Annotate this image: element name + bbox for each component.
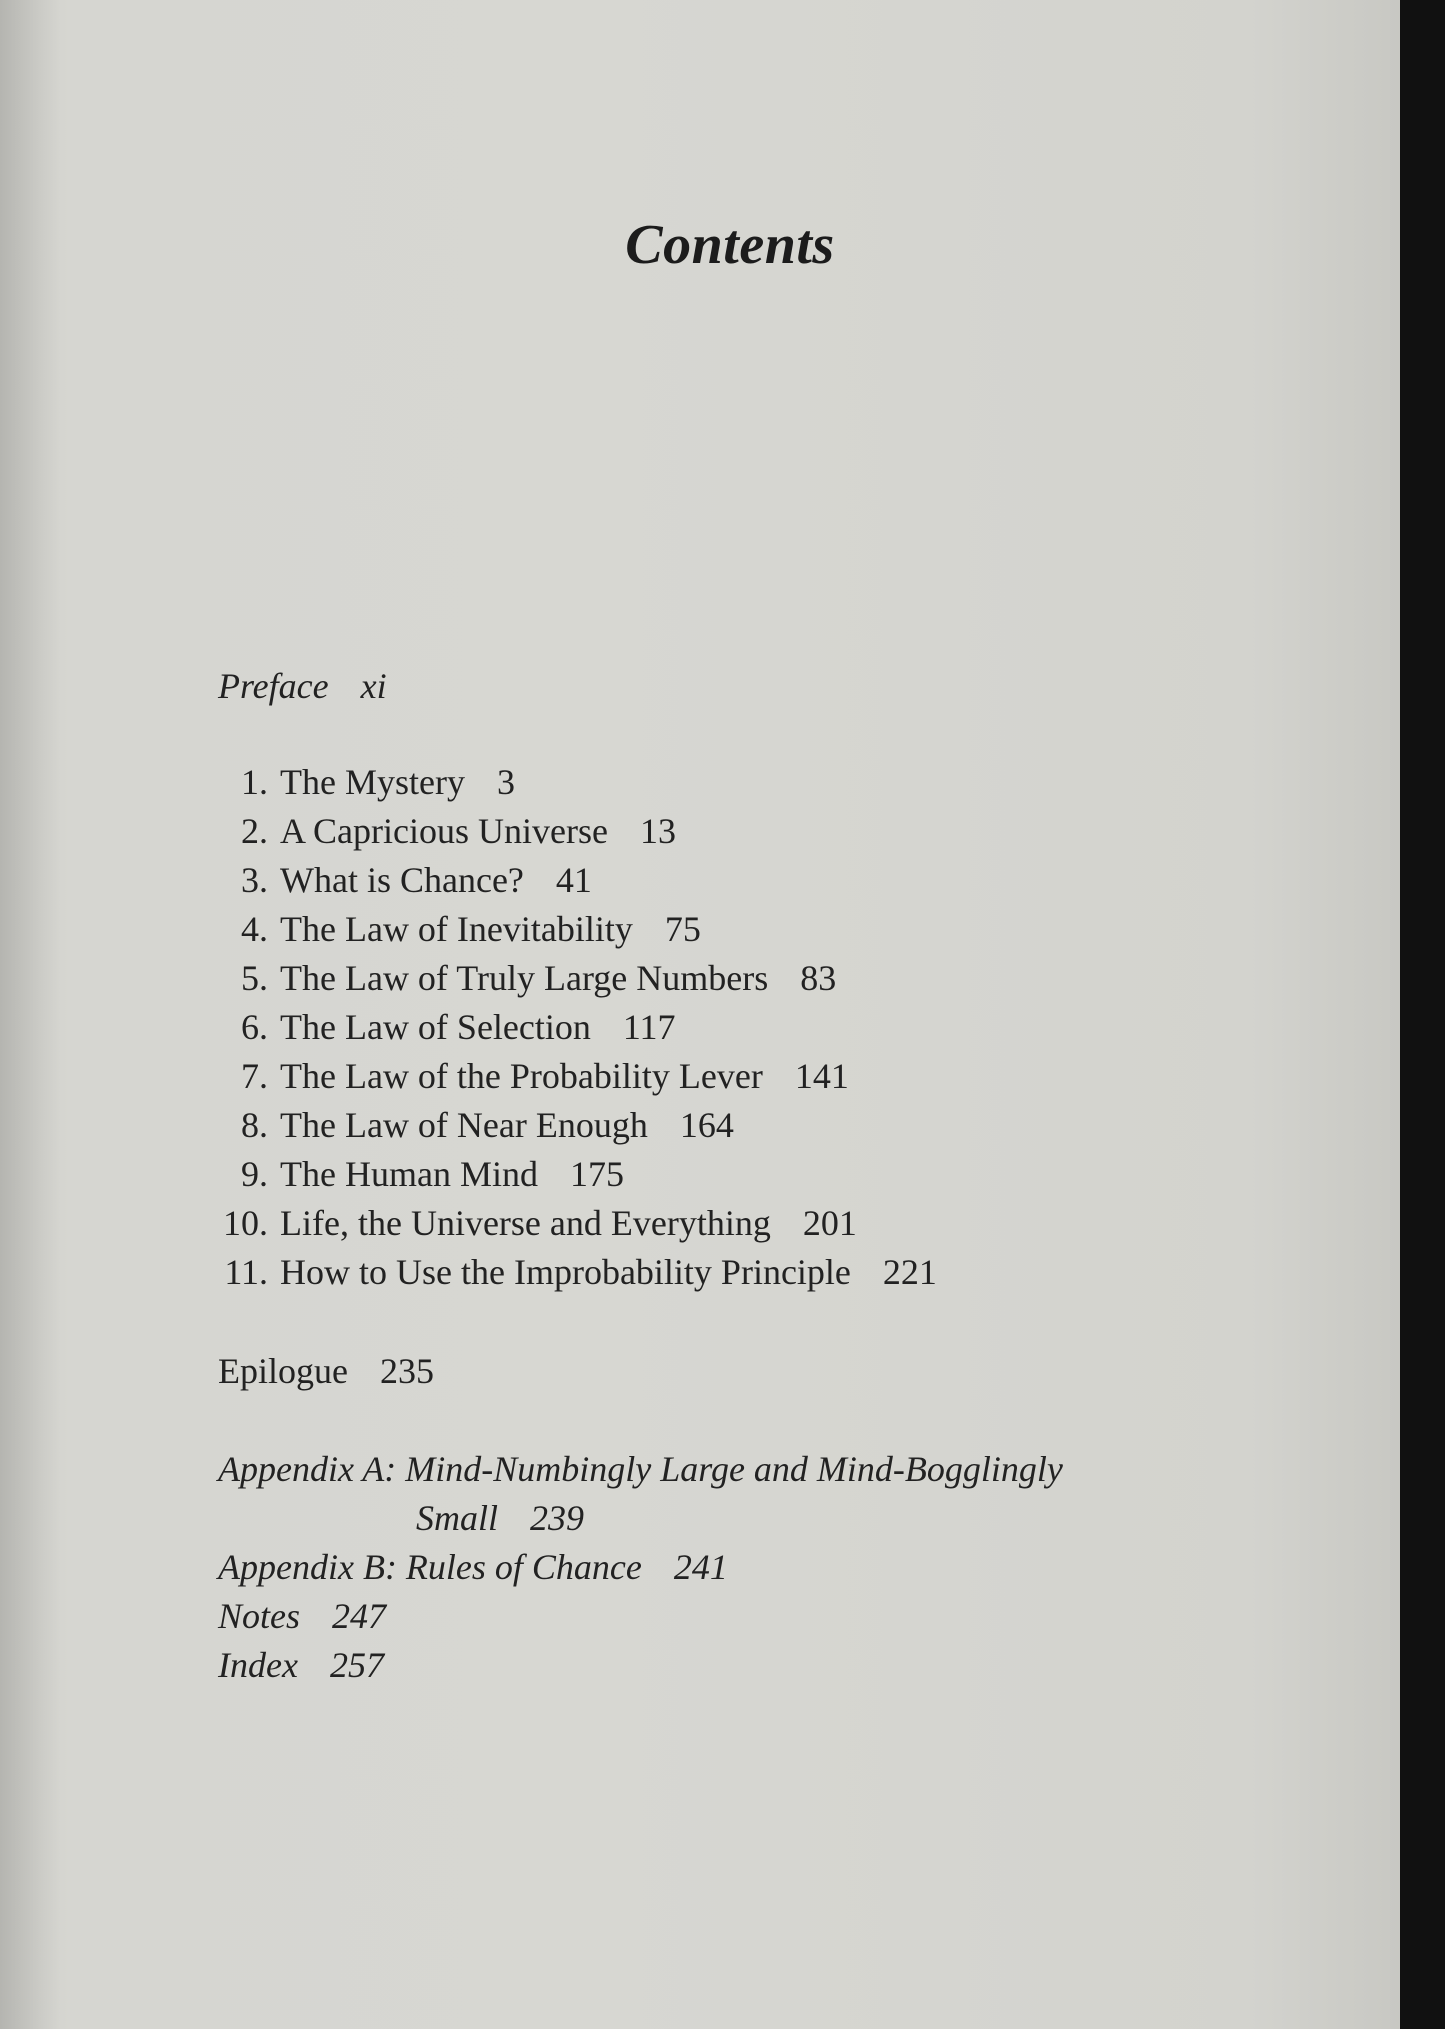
toc-chapter-9 xyxy=(200,1150,624,1198)
chapter-number: 8. xyxy=(241,1105,268,1145)
chapter-page: 75 xyxy=(664,909,701,949)
chapter-title: The Human Mind xyxy=(280,1154,538,1194)
toc-chapter-3 xyxy=(200,856,592,904)
toc-entry-preface xyxy=(218,662,387,710)
toc-chapter-11 xyxy=(200,1248,937,1296)
chapter-number: 7. xyxy=(241,1056,268,1096)
toc-entry-appendix-a-continued xyxy=(416,1494,584,1542)
toc-chapter-10 xyxy=(200,1199,857,1247)
toc-entry-index xyxy=(218,1641,384,1689)
toc-entry-appendix-a xyxy=(218,1445,1063,1493)
gutter-shadow xyxy=(0,0,60,2029)
chapter-page: 83 xyxy=(800,958,837,998)
page-title: Contents xyxy=(625,214,835,276)
chapter-number: 3. xyxy=(241,860,268,900)
toc-entry-page: 239 xyxy=(530,1498,585,1538)
toc-entry-label: Index xyxy=(218,1645,298,1685)
toc-chapter-2 xyxy=(200,807,676,855)
chapter-title: The Law of Inevitability xyxy=(280,909,633,949)
toc-entry-label: Appendix A: Mind-Numbingly Large and Mind-Bogglingly xyxy=(218,1449,1063,1489)
chapter-title: Life, the Universe and Everything xyxy=(280,1203,771,1243)
toc-chapter-7 xyxy=(200,1052,849,1100)
toc-entry-label: Notes xyxy=(218,1596,301,1636)
toc-entry-epilogue xyxy=(218,1347,434,1395)
chapter-page: 41 xyxy=(555,860,592,900)
toc-entry-page: 247 xyxy=(332,1596,387,1636)
chapter-page: 13 xyxy=(639,811,676,851)
chapter-title: What is Chance? xyxy=(280,860,524,900)
page-edge-background xyxy=(1400,0,1445,2029)
chapter-page: 164 xyxy=(679,1105,734,1145)
toc-entry-appendix-b xyxy=(218,1543,728,1591)
toc-entry-page: 241 xyxy=(673,1547,728,1587)
chapter-title: The Law of Truly Large Numbers xyxy=(280,958,769,998)
chapter-title: The Law of Near Enough xyxy=(280,1105,648,1145)
chapter-title: The Mystery xyxy=(280,762,465,802)
toc-entry-label: Preface xyxy=(218,666,329,706)
chapter-number: 11. xyxy=(224,1252,268,1292)
chapter-title: The Law of Selection xyxy=(280,1007,591,1047)
chapter-page: 201 xyxy=(802,1203,857,1243)
chapter-number: 9. xyxy=(241,1154,268,1194)
chapter-number: 1. xyxy=(241,762,268,802)
toc-chapter-1 xyxy=(200,758,515,806)
toc-entry-label: Epilogue xyxy=(218,1351,348,1391)
toc-entry-notes xyxy=(218,1592,386,1640)
chapter-number: 5. xyxy=(241,958,268,998)
toc-entry-page: xi xyxy=(360,666,387,706)
toc-chapter-4 xyxy=(200,905,701,953)
chapter-page: 221 xyxy=(882,1252,937,1292)
toc-entry-label: Appendix B: Rules of Chance xyxy=(218,1547,642,1587)
chapter-title: How to Use the Improbability Principle xyxy=(280,1252,851,1292)
chapter-page: 117 xyxy=(622,1007,676,1047)
chapter-page: 141 xyxy=(794,1056,849,1096)
toc-entry-page: 235 xyxy=(379,1351,434,1391)
chapter-number: 6. xyxy=(241,1007,268,1047)
toc-chapter-6 xyxy=(200,1003,676,1051)
chapter-number: 10. xyxy=(223,1203,268,1243)
chapter-number: 4. xyxy=(241,909,268,949)
toc-entry-label: Small xyxy=(416,1498,499,1538)
toc-entry-page: 257 xyxy=(329,1645,384,1685)
chapter-page: 3 xyxy=(496,762,515,802)
chapter-title: A Capricious Universe xyxy=(280,811,608,851)
chapter-title: The Law of the Probability Lever xyxy=(280,1056,763,1096)
toc-chapter-8 xyxy=(200,1101,734,1149)
chapter-page: 175 xyxy=(569,1154,624,1194)
chapter-number: 2. xyxy=(241,811,268,851)
toc-chapter-5 xyxy=(200,954,836,1002)
